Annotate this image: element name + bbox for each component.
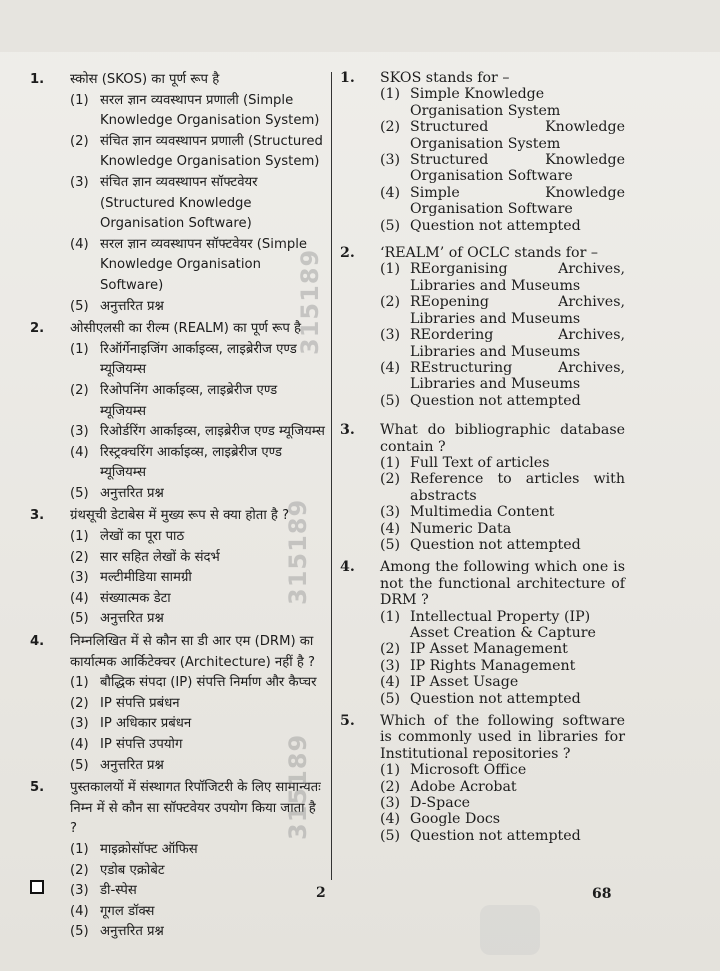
question-text: स्कोस (SKOS) का पूर्ण रूप है [70, 72, 220, 87]
option-text: IP संपत्ति उपयोग [100, 737, 183, 752]
option-number: (2) [70, 382, 89, 398]
option-text: गूगल डॉक्स [100, 903, 155, 919]
question-number: 2. [30, 321, 45, 337]
option-1 [70, 673, 325, 694]
option-1 [380, 455, 625, 471]
page-number-center: 2 [316, 885, 326, 901]
english-question-3 [340, 422, 625, 553]
option-number: (2) [70, 695, 89, 711]
option-4 [70, 235, 325, 297]
option-text: संख्यात्मक डेटा [100, 590, 171, 606]
option-text: सरल ज्ञान व्यवस्थापन सॉफ्टवेयर (Simple Knowledge Organisation Software) [100, 236, 307, 293]
option-text: Simple Knowledge Organisation Software [410, 184, 625, 218]
option-number: (4) [380, 811, 401, 828]
watermark-code: 315189 [284, 498, 312, 605]
option-5 [380, 537, 625, 553]
option-number: (1) [380, 86, 401, 103]
question-text: What do bibliographic database contain ? [380, 422, 625, 455]
option-1 [380, 86, 625, 119]
page-number-right: 68 [592, 886, 612, 902]
option-number: (4) [70, 590, 89, 606]
option-text: रिओपनिंग आर्काइव्स, लाइब्रेरीज एण्ड म्यूजियम्स [100, 382, 278, 419]
english-question-4 [340, 559, 625, 707]
option-number: (4) [380, 359, 401, 376]
option-4 [380, 674, 625, 690]
option-number: (5) [380, 827, 401, 844]
option-5 [380, 828, 625, 844]
option-text: संचित ज्ञान व्यवस्थापन प्रणाली (Structured Knowledge Organisation System) [100, 133, 323, 170]
option-text: IP Asset Management [410, 641, 568, 658]
option-text: मल्टीमीडिया सामग्री [100, 570, 192, 586]
option-text: IP Rights Management [410, 657, 576, 674]
option-text: REopening Archives, Libraries and Museums [410, 294, 625, 327]
option-number: (1) [70, 341, 89, 357]
option-text: अनुत्तरित प्रश्न [100, 924, 164, 940]
option-3 [380, 795, 625, 811]
option-text: अनुत्तरित प्रश्न [100, 611, 164, 627]
top-band [0, 0, 720, 52]
option-text: अनुत्तरित प्रश्न [100, 757, 164, 773]
option-number: (2) [380, 641, 401, 658]
option-number: (5) [70, 611, 89, 627]
option-number: (5) [70, 924, 89, 940]
option-text: रिस्ट्रक्चरिंग आर्काइव्स, लाइब्रेरीज एण्ड म्यूजियम्स [100, 444, 282, 481]
option-text: IP संपत्ति प्रबंधन [100, 695, 180, 711]
option-1 [380, 261, 625, 294]
option-text: संचित ज्ञान व्यवस्थापन सॉफ्टवेयर (Structured Knowledge Organisation Software) [100, 174, 258, 232]
option-text: Question not attempted [410, 536, 581, 553]
watermark-code: 315189 [296, 248, 324, 355]
question-text: पुस्तकालयों में संस्थागत रिपॉजिटरी के लिए सामान्यतः निम्न में से कौन सा सॉफ्टवेयर उपयोग किया जाता है ? [70, 780, 321, 837]
option-4 [70, 902, 325, 923]
hindi-question-3 [30, 506, 325, 630]
option-number: (3) [70, 424, 89, 440]
option-number: (1) [70, 529, 89, 545]
option-number: (3) [380, 657, 401, 674]
option-number: (2) [70, 862, 89, 878]
option-text: बौद्धिक संपदा (IP) संपत्ति निर्माण और कैप्चर [100, 675, 317, 691]
option-number: (2) [380, 294, 401, 311]
question-text: SKOS stands for – [380, 70, 510, 86]
option-5 [380, 218, 625, 234]
option-number: (5) [70, 298, 89, 314]
option-text: Reference to articles with abstracts [410, 471, 625, 504]
option-2 [70, 381, 325, 422]
option-3 [70, 881, 325, 902]
question-number: 1. [340, 70, 355, 86]
option-number: (2) [70, 549, 89, 565]
option-2 [70, 694, 325, 715]
english-question-1 [340, 70, 625, 234]
option-text: अनुत्तरित प्रश्न [100, 298, 164, 314]
question-text: ‘REALM’ of OCLC stands for – [380, 245, 598, 262]
watermark-code: 315189 [284, 733, 312, 840]
option-2 [70, 861, 325, 882]
option-number: (4) [380, 674, 401, 691]
option-5 [70, 297, 325, 318]
option-1 [380, 609, 625, 642]
option-2 [380, 471, 625, 504]
option-4 [380, 185, 625, 218]
question-text: निम्नलिखित में से कौन सा डी आर एम (DRM) का कार्यात्मक आर्किटेक्चर (Architecture) नहीं है ? [70, 634, 316, 670]
option-text: D-Space [410, 795, 471, 812]
option-number: (5) [380, 536, 401, 553]
question-number: 4. [30, 634, 45, 650]
english-question-2 [340, 245, 625, 409]
question-text: ओसीएलसी का रील्म (REALM) का पूर्ण रूप है [70, 321, 302, 337]
question-number: 5. [340, 713, 355, 730]
option-text: लेखों का पूरा पाठ [100, 529, 185, 545]
option-3 [380, 327, 625, 360]
option-3 [70, 173, 325, 235]
option-number: (2) [380, 778, 401, 795]
option-number: (2) [380, 471, 401, 488]
option-number: (3) [380, 504, 401, 521]
option-5 [380, 393, 625, 409]
question-number: 5. [30, 780, 45, 796]
option-number: (2) [380, 119, 401, 136]
option-1 [70, 91, 325, 132]
question-number: 2. [340, 245, 355, 262]
question-number: 1. [30, 72, 45, 87]
question-text: ग्रंथसूची डेटाबेस में मुख्य रूप से क्या होता है ? [70, 508, 290, 524]
option-3 [70, 422, 325, 443]
option-number: (5) [380, 217, 401, 234]
option-text: IP Asset Usage [410, 674, 519, 691]
option-number: (3) [380, 327, 401, 344]
option-text: Question not attempted [410, 217, 581, 234]
option-1 [70, 340, 325, 381]
option-text: डी-स्पेस [100, 883, 137, 899]
hindi-question-4 [30, 632, 325, 776]
question-number: 3. [340, 422, 355, 439]
option-number: (1) [70, 841, 89, 857]
option-5 [70, 609, 325, 630]
option-text: Structured Knowledge Organisation System [410, 119, 625, 152]
option-text: अनुत्तरित प्रश्न [100, 485, 164, 501]
option-text: REorganising Archives, Libraries and Museums [410, 261, 625, 294]
option-text: Intellectual Property (IP) Asset Creation & Capture [410, 608, 596, 641]
option-number: (4) [380, 184, 401, 201]
question-number: 4. [340, 559, 355, 576]
option-3 [380, 504, 625, 520]
option-text: Google Docs [410, 811, 501, 828]
option-2 [380, 779, 625, 795]
option-number: (4) [70, 236, 89, 252]
english-column [340, 70, 625, 851]
option-text: सरल ज्ञान व्यवस्थापन प्रणाली (Simple Knowledge Organisation System) [100, 92, 320, 129]
option-number: (1) [380, 261, 401, 278]
option-3 [380, 152, 625, 185]
option-text: Question not attempted [410, 827, 581, 844]
hindi-question-5 [30, 778, 325, 943]
hindi-question-2 [30, 319, 325, 504]
option-5 [70, 922, 325, 943]
option-text: Full Text of articles [410, 454, 550, 471]
option-text: रिऑर्गेनाइजिंग आर्काइव्स, लाइब्रेरीज एण्ड म्यूजियम्स [100, 341, 297, 378]
question-number: 3. [30, 508, 45, 524]
option-text: Question not attempted [410, 392, 581, 409]
question-text: Which of the following software is commonly used in libraries for Institutional repositories ? [380, 713, 625, 762]
option-4 [380, 521, 625, 537]
option-text: Simple Knowledge Organisation System [410, 86, 561, 119]
option-number: (5) [380, 690, 401, 707]
option-4 [70, 443, 325, 484]
option-number: (3) [70, 570, 89, 586]
option-number: (1) [70, 92, 89, 108]
option-number: (1) [380, 454, 401, 471]
option-number: (5) [70, 485, 89, 501]
hindi-question-1 [30, 70, 325, 317]
option-number: (1) [380, 608, 401, 625]
option-text: REstructuring Archives, Libraries and Museums [410, 359, 625, 393]
option-number: (3) [70, 883, 89, 899]
option-number: (4) [70, 444, 89, 460]
option-number: (3) [380, 795, 401, 812]
hindi-column [30, 70, 325, 945]
option-3 [70, 714, 325, 735]
option-number: (4) [380, 520, 401, 537]
option-number: (1) [70, 675, 89, 691]
option-2 [70, 132, 325, 173]
option-text: सार सहित लेखों के संदर्भ [100, 549, 220, 565]
option-text: IP अधिकार प्रबंधन [100, 716, 192, 732]
english-question-5 [340, 713, 625, 844]
option-1 [70, 840, 325, 861]
option-number: (5) [70, 757, 89, 773]
corner-mark [30, 880, 44, 894]
option-number: (5) [380, 392, 401, 409]
option-4 [380, 360, 625, 393]
option-text: Microsoft Office [410, 762, 527, 779]
column-divider [331, 72, 332, 880]
option-2 [380, 119, 625, 152]
option-text: रिओर्डरिंग आर्काइव्स, लाइब्रेरीज एण्ड म्यूजियम्स [100, 424, 325, 440]
option-text: Multimedia Content [410, 504, 555, 521]
option-number: (3) [70, 716, 89, 732]
option-text: माइक्रोसॉफ्ट ऑफिस [100, 841, 198, 857]
page-smudge [480, 905, 540, 955]
option-number: (2) [70, 133, 89, 149]
option-number: (1) [380, 762, 401, 779]
option-text: Question not attempted [410, 690, 581, 707]
option-number: (4) [70, 903, 89, 919]
option-text: Numeric Data [410, 520, 512, 537]
option-number: (3) [70, 174, 89, 190]
option-number: (4) [70, 737, 89, 752]
option-text: Adobe Acrobat [410, 778, 517, 795]
question-text: Among the following which one is not the functional architecture of DRM ? [380, 559, 625, 609]
option-number: (3) [380, 152, 401, 169]
option-text: REordering Archives, Libraries and Museums [410, 327, 625, 360]
option-5 [380, 691, 625, 707]
option-3 [380, 658, 625, 674]
option-2 [380, 641, 625, 657]
option-2 [380, 294, 625, 327]
option-4 [380, 811, 625, 827]
option-text: एडोब एक्रोबेट [100, 862, 165, 878]
option-1 [380, 762, 625, 778]
option-text: Structured Knowledge Organisation Software [410, 152, 625, 185]
